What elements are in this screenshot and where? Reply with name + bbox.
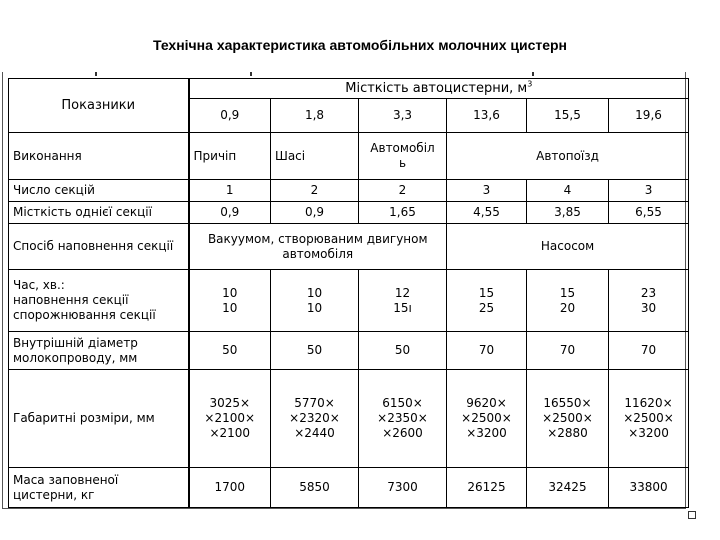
pipe-diameter-cell: 70 xyxy=(447,332,527,370)
execution-trailer: Причіп xyxy=(189,133,271,180)
filling-method-vacuum: Вакуумом, створюваним двигуном автомобіля xyxy=(189,224,447,270)
execution-chassis: Шасі xyxy=(271,133,359,180)
pipe-diameter-cell: 50 xyxy=(271,332,359,370)
sections-count-cell: 3 xyxy=(609,180,689,202)
mass-cell: 5850 xyxy=(271,468,359,508)
time-cell: 23 30 xyxy=(609,270,689,332)
dimensions-cell: 5770× ×2320× ×2440 xyxy=(271,370,359,468)
section-capacity-cell: 3,85 xyxy=(527,202,609,224)
time-cell: 12 15ı xyxy=(359,270,447,332)
dimensions-cell: 6150× ×2350× ×2600 xyxy=(359,370,447,468)
pipe-diameter-cell: 50 xyxy=(359,332,447,370)
time-cell: 10 10 xyxy=(271,270,359,332)
section-capacity-cell: 0,9 xyxy=(271,202,359,224)
indicators-header: Показники xyxy=(9,79,189,133)
pipe-diameter-label: Внутрішній діаметр молокопроводу, мм xyxy=(9,332,189,370)
execution-road-train: Автопоїзд xyxy=(447,133,689,180)
mass-cell: 1700 xyxy=(189,468,271,508)
sections-count-cell: 2 xyxy=(271,180,359,202)
frame-tick xyxy=(250,72,252,76)
pipe-diameter-cell: 70 xyxy=(609,332,689,370)
capacity-cell: 15,5 xyxy=(527,99,609,133)
section-capacity-cell: 4,55 xyxy=(447,202,527,224)
section-capacity-label: Місткість однієї секції xyxy=(9,202,189,224)
dimensions-cell: 9620× ×2500× ×3200 xyxy=(447,370,527,468)
capacity-unit-sup: 3 xyxy=(527,79,533,89)
mass-cell: 7300 xyxy=(359,468,447,508)
page-title: Технічна характеристика автомобільних молочних цистерн xyxy=(152,37,568,53)
pipe-diameter-cell: 70 xyxy=(527,332,609,370)
mass-label: Маса заповненої цистерни, кг xyxy=(9,468,189,508)
sections-count-label: Число секцій xyxy=(9,180,189,202)
time-cell: 15 20 xyxy=(527,270,609,332)
sections-count-cell: 4 xyxy=(527,180,609,202)
time-cell: 15 25 xyxy=(447,270,527,332)
time-label: Час, хв.: наповнення секції спорожнювання секції xyxy=(9,270,189,332)
dimensions-cell: 3025× ×2100× ×2100 xyxy=(189,370,271,468)
capacity-header xyxy=(189,79,689,99)
section-capacity-cell: 0,9 xyxy=(189,202,271,224)
sections-count-cell: 1 xyxy=(189,180,271,202)
resize-handle[interactable] xyxy=(688,511,696,519)
capacity-cell: 13,6 xyxy=(447,99,527,133)
frame-tick xyxy=(95,72,97,76)
frame-tick xyxy=(532,72,534,76)
pipe-diameter-cell: 50 xyxy=(189,332,271,370)
capacity-cell: 1,8 xyxy=(271,99,359,133)
dimensions-cell: 11620× ×2500× ×3200 xyxy=(609,370,689,468)
dimensions-label: Габаритні розміри, мм xyxy=(9,370,189,468)
time-cell: 10 10 xyxy=(189,270,271,332)
filling-method-label: Спосіб наповнення секції xyxy=(9,224,189,270)
sections-count-cell: 2 xyxy=(359,180,447,202)
mass-cell: 33800 xyxy=(609,468,689,508)
section-capacity-cell: 1,65 xyxy=(359,202,447,224)
dimensions-cell: 16550× ×2500× ×2880 xyxy=(527,370,609,468)
sections-count-cell: 3 xyxy=(447,180,527,202)
capacity-cell: 0,9 xyxy=(189,99,271,133)
capacity-header-text: Місткість автоцистерни, м xyxy=(345,81,528,96)
section-capacity-cell: 6,55 xyxy=(609,202,689,224)
capacity-cell: 3,3 xyxy=(359,99,447,133)
mass-cell: 32425 xyxy=(527,468,609,508)
capacity-cell: 19,6 xyxy=(609,99,689,133)
execution-label: Виконання xyxy=(9,133,189,180)
frame-bottom-line xyxy=(2,508,686,509)
filling-method-pump: Насосом xyxy=(447,224,689,270)
execution-car: Автомобіл ь xyxy=(359,133,447,180)
spec-table xyxy=(8,78,689,508)
mass-cell: 26125 xyxy=(447,468,527,508)
